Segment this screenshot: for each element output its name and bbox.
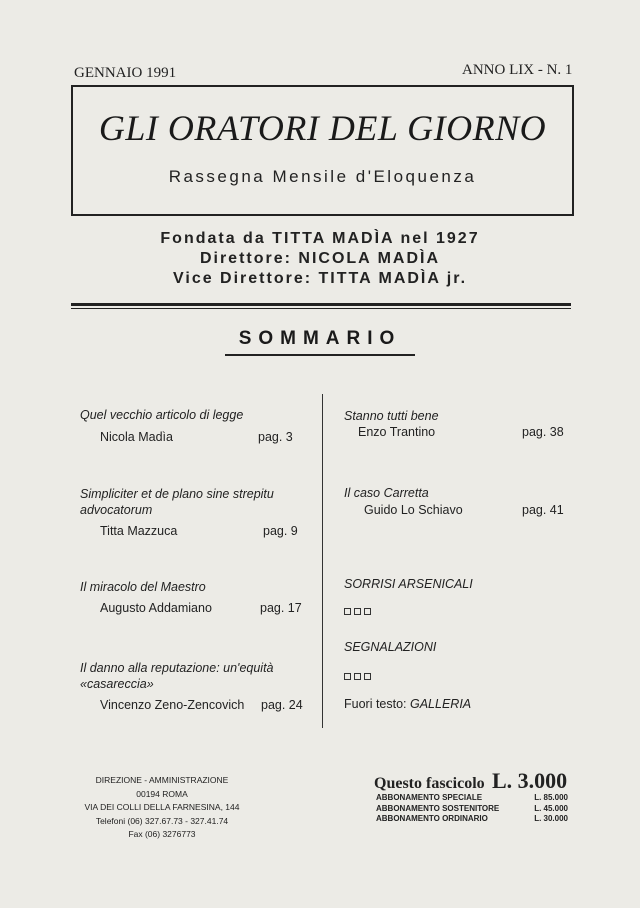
contents-heading-underline xyxy=(225,354,415,356)
toc-entry xyxy=(80,579,310,615)
subscription-price: L. 45.000 xyxy=(534,804,568,813)
square-glyph xyxy=(364,673,371,680)
subscription-label: ABBONAMENTO ORDINARIO xyxy=(376,814,488,823)
founders-block xyxy=(60,229,580,289)
subscription-row xyxy=(376,814,568,823)
founded-line: Fondata da TITTA MADÌA nel 1927 xyxy=(160,230,480,247)
square-glyph xyxy=(344,608,351,615)
toc-entry xyxy=(80,486,310,538)
subscription-row xyxy=(376,793,568,802)
toc-entry xyxy=(344,408,574,439)
toc-entry-author: Augusto Addamiano xyxy=(100,601,212,615)
toc-entry-page: pag. 17 xyxy=(260,601,302,615)
contents-heading: SOMMARIO xyxy=(238,328,402,349)
address-line: 00194 ROMA xyxy=(136,788,188,799)
ornament-squares xyxy=(344,669,374,683)
toc-entry xyxy=(80,407,310,444)
toc-entry-title: Il caso Carretta xyxy=(344,486,429,500)
column-divider xyxy=(322,394,323,728)
subscription-row xyxy=(376,804,568,813)
address-line: DIREZIONE - AMMINISTRAZIONE xyxy=(95,775,229,785)
magazine-subtitle: Rassegna Mensile d'Eloquenza xyxy=(168,167,477,186)
fuori-testo xyxy=(344,697,574,711)
issue-price-label: Questo fascicolo xyxy=(374,775,485,792)
toc-entry-author: Nicola Madìa xyxy=(100,430,173,444)
square-glyph xyxy=(354,608,361,615)
divider-rule-thin xyxy=(71,308,571,309)
address-line: VIA DEI COLLI DELLA FARNESINA, 144 xyxy=(84,802,240,812)
toc-entry xyxy=(80,660,315,712)
issue-number: ANNO LIX - N. 1 xyxy=(462,62,573,78)
square-glyph xyxy=(344,673,351,680)
toc-entry-page: pag. 3 xyxy=(258,430,293,444)
toc-entry-title: Quel vecchio articolo di legge xyxy=(80,408,244,422)
section-entry xyxy=(344,639,574,655)
square-glyph xyxy=(354,673,361,680)
toc-entry xyxy=(344,485,574,517)
toc-entry-author: Titta Mazzuca xyxy=(100,524,178,538)
section-title: SORRISI ARSENICALI xyxy=(344,577,473,591)
fuori-testo-value: GALLERIA xyxy=(410,697,472,711)
toc-entry-page: pag. 9 xyxy=(263,524,298,538)
address-line: Telefoni (06) 327.67.73 - 327.41.74 xyxy=(95,815,229,826)
toc-entry-title: Simpliciter et de plano sine strepitu advocatorum xyxy=(80,487,274,517)
toc-entry-page: pag. 24 xyxy=(261,698,303,712)
toc-entry-title: Il danno alla reputazione: un'equità «casareccia» xyxy=(80,661,274,691)
subscription-price: L. 85.000 xyxy=(534,793,568,802)
vice-director-line: Vice Direttore: TITTA MADÌA jr. xyxy=(172,270,468,287)
toc-entry-author: Enzo Trantino xyxy=(358,425,436,439)
masthead-box xyxy=(71,85,574,216)
ornament-squares xyxy=(344,604,374,618)
toc-entry-title: Stanno tutti bene xyxy=(344,409,439,423)
fuori-testo-label: Fuori testo: xyxy=(344,697,410,711)
toc-entry-author: Vincenzo Zeno-Zencovich xyxy=(100,698,245,712)
subscription-label: ABBONAMENTO SPECIALE xyxy=(376,793,483,802)
toc-entry-page: pag. 38 xyxy=(522,425,564,439)
issue-price: L. 3.000 xyxy=(492,768,568,793)
subscription-label: ABBONAMENTO SOSTENITORE xyxy=(376,804,500,813)
section-entry xyxy=(344,576,574,592)
section-title: SEGNALAZIONI xyxy=(344,640,437,654)
toc-entry-author: Guido Lo Schiavo xyxy=(364,503,463,517)
divider-rule xyxy=(71,303,571,306)
address-block xyxy=(72,774,252,842)
issue-date: GENNAIO 1991 xyxy=(74,65,177,81)
toc-entry-title: Il miracolo del Maestro xyxy=(80,580,206,594)
square-glyph xyxy=(364,608,371,615)
magazine-title: GLI ORATORI DEL GIORNO xyxy=(98,108,547,148)
address-line: Fax (06) 3276773 xyxy=(128,829,196,839)
toc-entry-page: pag. 41 xyxy=(522,503,564,517)
subscription-price: L. 30.000 xyxy=(534,814,568,823)
director-line: Direttore: NICOLA MADÌA xyxy=(199,250,441,267)
